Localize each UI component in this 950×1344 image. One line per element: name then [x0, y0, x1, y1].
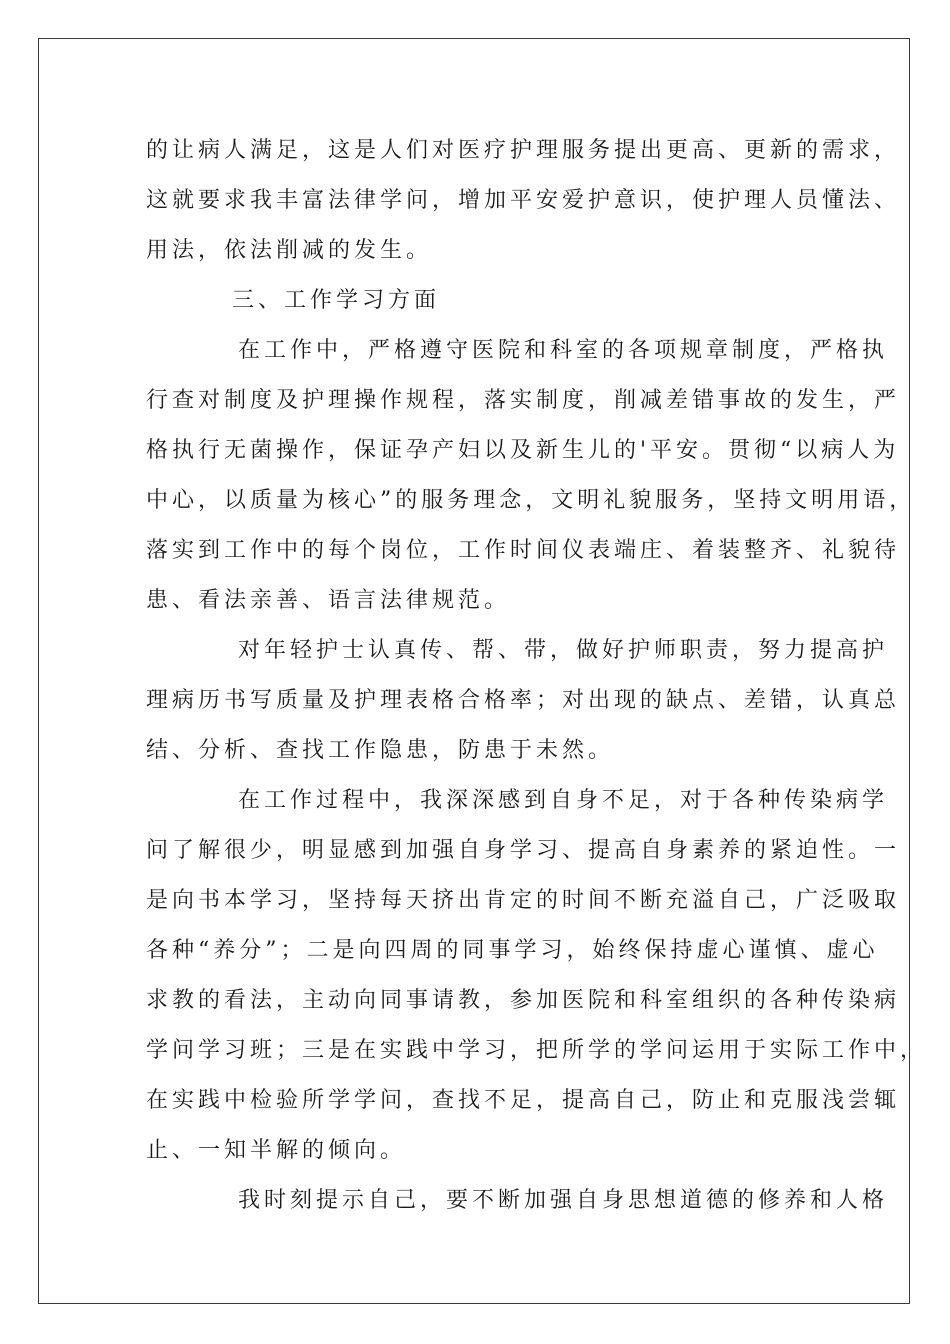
paragraph-line: 在工作中，严格遵守医院和科室的各项规章制度，严格执: [238, 338, 889, 363]
paragraph-line: 在实践中检验所学学问，查找不足，提高自己，防止和克服浅尝辄: [146, 1088, 901, 1113]
paragraph-line: 用法，依法削减的发生。: [146, 238, 433, 263]
paragraph-line: 这就要求我丰富法律学问，增加平安爱护意识，使护理人员懂法、: [146, 188, 901, 213]
paragraph-line: 落实到工作中的每个岗位，工作时间仪表端庄、着装整齐、礼貌待: [146, 538, 901, 563]
paragraph-line: 结、分析、查找工作隐患，防患于未然。: [146, 738, 615, 763]
section-heading: 三、工作学习方面: [232, 288, 441, 313]
paragraph-line: 我时刻提示自己，要不断加强自身思想道德的修养和人格: [238, 1188, 889, 1213]
paragraph-line: 格执行无菌操作，保证孕产妇以及新生儿的'平安。贯彻“以病人为: [146, 438, 900, 463]
paragraph-line: 各种“养分”；二是向四周的同事学习，始终保持虚心谨慎、虚心: [146, 938, 879, 963]
paragraph-line: 中心，以质量为核心”的服务理念，文明礼貌服务，坚持文明用语，: [146, 488, 916, 513]
paragraph-line: 对年轻护士认真传、帮、带，做好护师职责，努力提高护: [238, 638, 889, 663]
paragraph-line: 是向书本学习，坚持每天挤出肯定的时间不断充溢自己，广泛吸取: [146, 888, 901, 913]
paragraph-line: 的让病人满足，这是人们对医疗护理服务提出更高、更新的需求，: [146, 138, 901, 163]
paragraph-line: 理病历书写质量及护理表格合格率；对出现的缺点、差错，认真总: [146, 688, 901, 713]
paragraph-line: 行查对制度及护理操作规程，落实制度，削减差错事故的发生，严: [146, 388, 901, 413]
paragraph-line: 在工作过程中，我深深感到自身不足，对于各种传染病学: [238, 788, 889, 813]
paragraph-line: 患、看法亲善、语言法律规范。: [146, 588, 511, 613]
paragraph-line: 求教的看法，主动向同事请教，参加医院和科室组织的各种传染病: [146, 988, 901, 1013]
paragraph-line: 问了解很少，明显感到加强自身学习、提高自身素养的紧迫性。一: [146, 838, 901, 863]
paragraph-line: 学问学习班；三是在实践中学习，把所学的学问运用于实际工作中，: [146, 1038, 927, 1063]
paragraph-line: 止、一知半解的倾向。: [146, 1138, 407, 1163]
